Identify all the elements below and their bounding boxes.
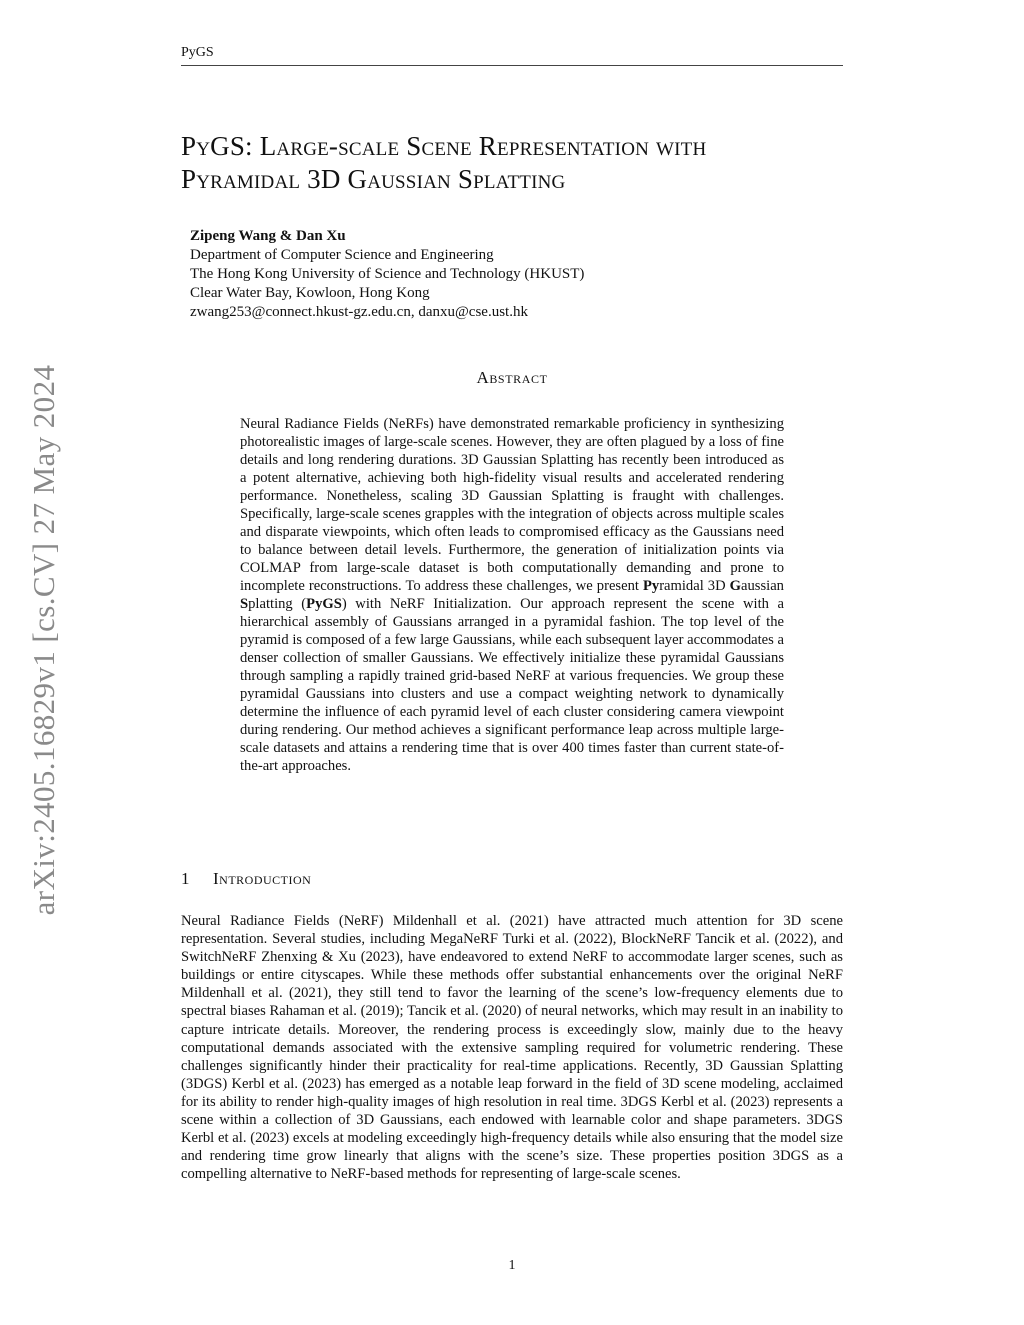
section-heading-introduction	[181, 869, 311, 889]
author-university: The Hong Kong University of Science and Technology (HKUST)	[190, 266, 585, 282]
abstract-emph-pygs: PyGS	[306, 596, 342, 612]
abstract-part-2: ) with NeRF Initialization. Our approach represent the scene with a hierarchical assembly of Gaussians arranged in a pyramidal fashion. The top level of the pyramid is composed of a few large Gaussians, while each subsequent layer accommodates a denser collection of smaller Gaussians. We effectively initialize these pyramidal Gaussians through sampling a rapidly trained grid-based NeRF at various frequencies. We group these pyramidal Gaussians into clusters and use a compact weighting network to dynamically determine the influence of each pyramid level of each cluster considering camera viewpoint during rendering. Our method achieves a significant performance leap across multiple large-scale datasets and attains a rendering time that is over 400 times faster than current state-of-the-art approaches.	[240, 596, 784, 774]
abstract-emph-g: G	[729, 578, 742, 594]
abstract-heading: Abstract	[476, 368, 548, 387]
page-number: 1	[508, 1258, 516, 1273]
abstract-emph-py: Py	[642, 578, 660, 594]
abstract-text	[240, 415, 784, 775]
running-head: PyGS	[181, 44, 843, 66]
abstract-part-1: Neural Radiance Fields (NeRFs) have demonstrated remarkable proficiency in synthesizing photorealistic images of large-scale scenes. However, they are often plagued by a loss of fine details and long rendering durations. 3D Gaussian Splatting has recently been introduced as a potent alternative, achieving both high-fidelity visual results and accelerated rendering performance. Nonetheless, scaling 3D Gaussian Splatting is fraught with challenges. Specifically, large-scale scenes grapples with the integration of objects across multiple scales and disparate viewpoints, which often leads to compromised efficacy as the Gaussians need to balance between detail levels. Furthermore, the generation of initialization points via COLMAP from large-scale dataset is both computationally demanding and prone to incomplete reconstructions. To address these challenges, we present	[240, 416, 784, 594]
arxiv-identifier: arXiv:2405.16829v1 [cs.CV] 27 May 2024	[26, 364, 61, 916]
author-names: Zipeng Wang & Dan Xu	[190, 228, 346, 244]
abstract-text-platting: platting (	[248, 596, 307, 612]
paper-title	[181, 130, 861, 196]
title-line-2: Pyramidal 3D Gaussian Splatting	[181, 164, 566, 194]
author-emails: zwang253@connect.hkust-gz.edu.cn, danxu@cse.ust.hk	[190, 304, 528, 320]
section-title: Introduction	[213, 869, 312, 888]
title-line-1: PyGS: Large-scale Scene Representation with	[181, 131, 707, 161]
abstract-emph-s: S	[240, 596, 249, 612]
author-address: Clear Water Bay, Kowloon, Hong Kong	[190, 285, 430, 301]
author-department: Department of Computer Science and Engineering	[190, 247, 494, 263]
author-block	[190, 227, 790, 322]
introduction-text: Neural Radiance Fields (NeRF) Mildenhall et al. (2021) have attracted much attention for 3D scene representation. Several studies, including MegaNeRF Turki et al. (2022), BlockNeRF Tancik et al. (2022), and SwitchNeRF Zhenxing & Xu (2023), have endeavored to extend NeRF to accommodate larger scenes, such as buildings or entire cityscapes. While these methods offer substantial enhancements over the original NeRF Mildenhall et al. (2021), they still tend to favor the learning of the scene’s low-frequency elements due to spectral biases Rahaman et al. (2019); Tancik et al. (2020) of neural networks, which may result in an inability to capture intricate details. Moreover, the rendering process is exceedingly slow, mainly due to the heavy computational demands associated with the extensive sampling required for volumetric rendering. These challenges significantly hinder their practicality for real-time applications. Recently, 3D Gaussian Splatting (3DGS) Kerbl et al. (2023) has emerged as a notable leap forward in the field of 3D scene modeling, acclaimed for its ability to render high-quality images of high resolution in real time. 3DGS Kerbl et al. (2023) represents a scene within a collection of 3D Gaussians, each endowed with learnable color and shape parameters. 3DGS Kerbl et al. (2023) excels at modeling exceedingly high-frequency details while also ensuring that the model size and rendering time grow linearly that aligns with the scene’s size. These properties position 3DGS as a compelling alternative to NeRF-based methods for representing of large-scale scenes.	[181, 913, 843, 1183]
section-number: 1	[181, 869, 190, 888]
abstract-text-aussian: aussian	[741, 578, 784, 594]
abstract-text-ramidal: ramidal 3D	[659, 578, 730, 594]
